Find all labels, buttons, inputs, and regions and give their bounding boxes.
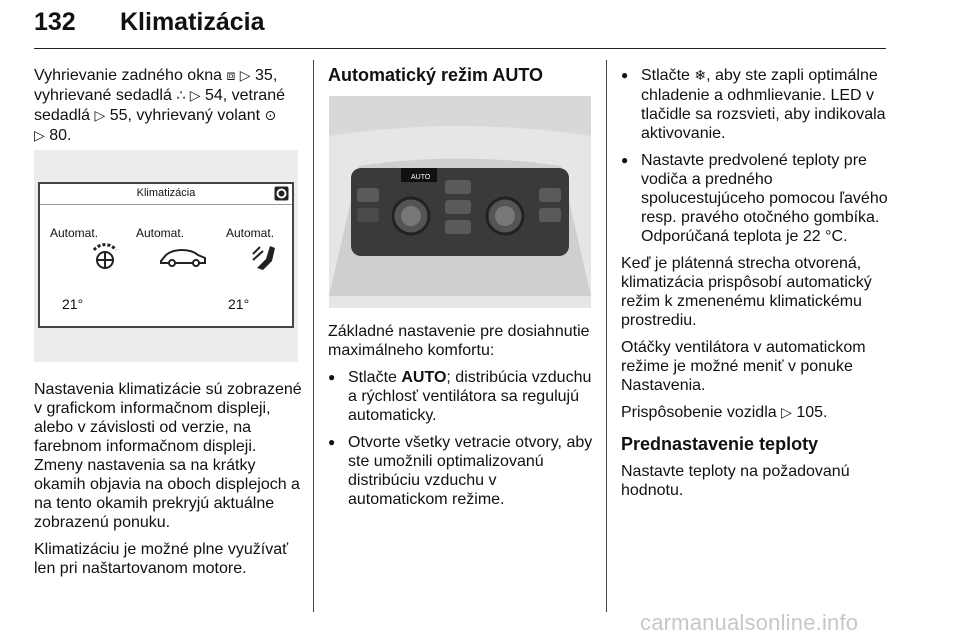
list-item: ● Stlačte ❄, aby ste zapli optimálne chladenie a odhmlievanie. LED v tlačidle sa rozsvieti, aby indikovala aktivovanie. <box>621 66 889 143</box>
paragraph: Keď je plátenná strecha otvorená, klimatizácia prispôsobí automatický režim k zmenenému klimatickému prostrediu. <box>621 255 872 329</box>
ac-snowflake-icon: ❄ <box>694 68 707 84</box>
heated-steering-wheel-icon: ⊙ <box>264 108 277 124</box>
paragraph: Nastavte teploty na požadovanú hodnotu. <box>621 463 850 499</box>
seat-airflow-icon <box>250 242 278 272</box>
chapter-title: Klimatizácia <box>120 8 265 36</box>
display-temp-left: 21° <box>62 296 84 312</box>
auto-button-label: AUTO <box>411 174 431 181</box>
page-reference-icon: ▷ <box>781 405 792 421</box>
page-reference-icon: ▷ <box>189 88 201 104</box>
seat-heating-icon: ∴ <box>176 88 186 104</box>
column-2-heading <box>328 66 594 85</box>
column-divider-1 <box>313 60 314 612</box>
climate-control-panel-figure <box>329 96 591 308</box>
display-label-left: Automat. <box>50 226 99 240</box>
list-item: ● Stlačte AUTO; distribúcia vzduchu a rýchlosť ventilátora sa regulujú automaticky. <box>328 368 598 425</box>
list-item: ● Nastavte predvolené teploty pre vodiča a predného spolucestujúceho pomocou ľavého resp. pravého otočného gombíka. Odporúčaná teplota je 22 °C. <box>621 151 889 246</box>
car-airflow-icon <box>158 246 208 268</box>
bullet-list <box>328 368 598 509</box>
column-1 <box>34 66 304 146</box>
display-label-mid: Automat. <box>136 226 185 240</box>
bullet-list <box>621 66 889 246</box>
paragraph: Prispôsobenie vozidla ▷ 105. <box>621 404 828 421</box>
paragraph: Základné nastavenie pre dosiahnutie maximálneho komfortu: <box>328 323 590 359</box>
paragraph: Klimatizáciu je možné plne využívať len pri naštartovanom motore. <box>34 541 289 577</box>
column-3 <box>621 66 889 508</box>
list-item: ● Otvorte všetky vetracie otvory, aby ste umožnili optimalizovanú distribúciu vzduchu v automatickom režime. <box>328 433 598 509</box>
page-reference-icon: ▷ <box>34 128 45 144</box>
control-panel-illustration <box>329 96 591 308</box>
page-reference-icon: ▷ <box>94 108 106 124</box>
paragraph: Nastavenia klimatizácie sú zobrazené v grafickom informačnom displeji, alebo v závislosti od verzie, na farebnom informačnom displeji. Zmeny nastavenia sa na krátky okamih objavia na oboch displejoch a na tento okamih prekryjú aktuálne zobrazenú ponuku. <box>34 381 302 531</box>
fan-icon <box>88 242 122 272</box>
display-temp-right: 21° <box>228 296 250 312</box>
column-1-body <box>34 380 306 586</box>
paragraph: Otáčky ventilátora v automatickom režime je možné meniť v ponuke Nastavenia. <box>621 339 866 394</box>
page-number: 132 <box>34 8 76 36</box>
display-label-right: Automat. <box>226 226 275 240</box>
display-title-bar <box>40 184 292 205</box>
climate-display-screen <box>38 182 294 328</box>
page-header <box>34 4 886 49</box>
column-divider-2 <box>606 60 607 612</box>
column-2-body <box>328 322 598 517</box>
intro-text: Vyhrievanie zadného okna ⧈ ▷ 35, vyhrievané sedadlá ∴ ▷ 54, vetrané sedadlá ▷ 55, vyhrievaný volant ⊙ ▷ 80. <box>34 67 285 144</box>
page-reference-icon: ▷ <box>239 68 251 84</box>
rear-window-heating-icon: ⧈ <box>226 68 236 84</box>
settings-icon <box>274 186 289 201</box>
climate-display-figure <box>34 150 298 362</box>
section-heading: Prednastavenie teploty <box>621 434 819 454</box>
display-title: Klimatizácia <box>136 187 196 199</box>
section-heading: Automatický režim AUTO <box>328 65 544 85</box>
watermark: carmanualsonline.info <box>640 610 859 635</box>
